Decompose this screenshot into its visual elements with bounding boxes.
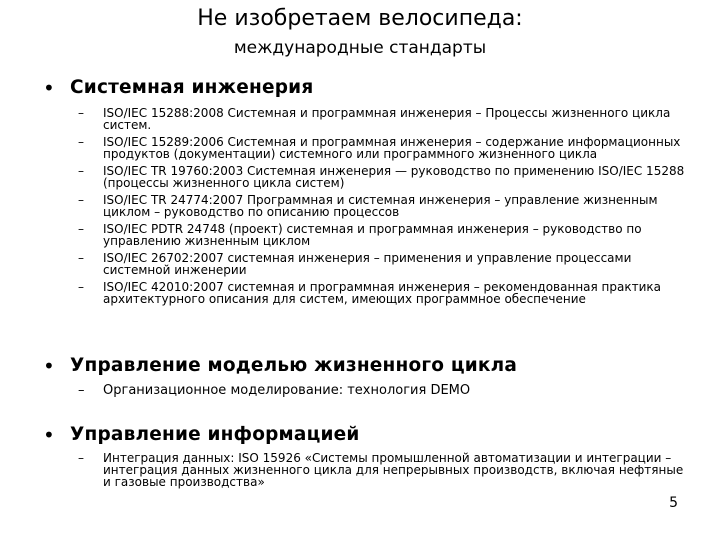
sub-list xyxy=(0,384,720,398)
list-item xyxy=(0,384,720,398)
list-item xyxy=(0,252,720,276)
list-item xyxy=(0,223,720,247)
slide-title: Не изобретаем велосипеда: xyxy=(197,6,523,31)
section-systems-engineering xyxy=(0,75,720,310)
list-item xyxy=(0,165,720,189)
dash-icon: – xyxy=(78,222,84,236)
list-item xyxy=(0,194,720,218)
sub-list xyxy=(0,107,720,305)
list-item xyxy=(0,107,720,131)
list-item-text: ISO/IEC 26702:2007 системная инженерия – применения и управление процессами системной инженерии xyxy=(103,251,632,277)
list-item-text: Интеграция данных: ISO 15926 «Системы промышленной автоматизации и интеграции – интеграция данных жизненного цикла для непрерывных производств, включая нефтяные и газовые производства» xyxy=(103,451,684,489)
dash-icon: – xyxy=(78,383,85,398)
bullet-icon: • xyxy=(43,423,55,447)
slide-subtitle: международные стандарты xyxy=(233,38,487,58)
dash-icon: – xyxy=(78,251,84,265)
sub-list xyxy=(0,452,720,488)
bullet-icon: • xyxy=(43,76,55,100)
dash-icon: – xyxy=(78,164,84,178)
list-item-text: ISO/IEC 15289:2006 Системная и программная инженерия – содержание информационных продуктов (документации) системного или программного жизненного цикла xyxy=(103,135,681,161)
dash-icon: – xyxy=(78,280,84,294)
dash-icon: – xyxy=(78,135,84,149)
page-number: 5 xyxy=(669,495,678,511)
section-information-management xyxy=(0,422,720,488)
section-title: Управление информацией xyxy=(70,424,360,445)
section-title: Системная инженерия xyxy=(70,77,314,98)
dash-icon: – xyxy=(78,193,84,207)
list-item-text: ISO/IEC 15288:2008 Системная и программная инженерия – Процессы жизненного цикла систем. xyxy=(103,106,671,132)
list-item xyxy=(0,281,720,305)
list-item-text: ISO/IEC TR 19760:2003 Системная инженерия — руководство по применению ISO/IEC 15288 (процессы жизненного цикла систем) xyxy=(103,164,685,190)
bullet-icon: • xyxy=(43,354,55,378)
section-title: Управление моделью жизненного цикла xyxy=(70,355,518,376)
dash-icon: – xyxy=(78,451,84,465)
list-item-text: ISO/IEC 42010:2007 системная и программная инженерия – рекомендованная практика архитектурного описания для систем, имеющих программное обеспечение xyxy=(103,280,662,306)
list-item-text: Организационное моделирование: технология DEMO xyxy=(103,383,471,398)
dash-icon: – xyxy=(78,106,84,120)
list-item-text: ISO/IEC PDTR 24748 (проект) системная и программная инженерия – руководство по управлению жизненным циклом xyxy=(103,222,642,248)
list-item xyxy=(0,136,720,160)
list-item xyxy=(0,452,720,488)
section-lifecycle-model xyxy=(0,353,720,398)
list-item-text: ISO/IEC TR 24774:2007 Программная и системная инженерия – управление жизненным циклом – руководство по описанию процессов xyxy=(103,193,658,219)
